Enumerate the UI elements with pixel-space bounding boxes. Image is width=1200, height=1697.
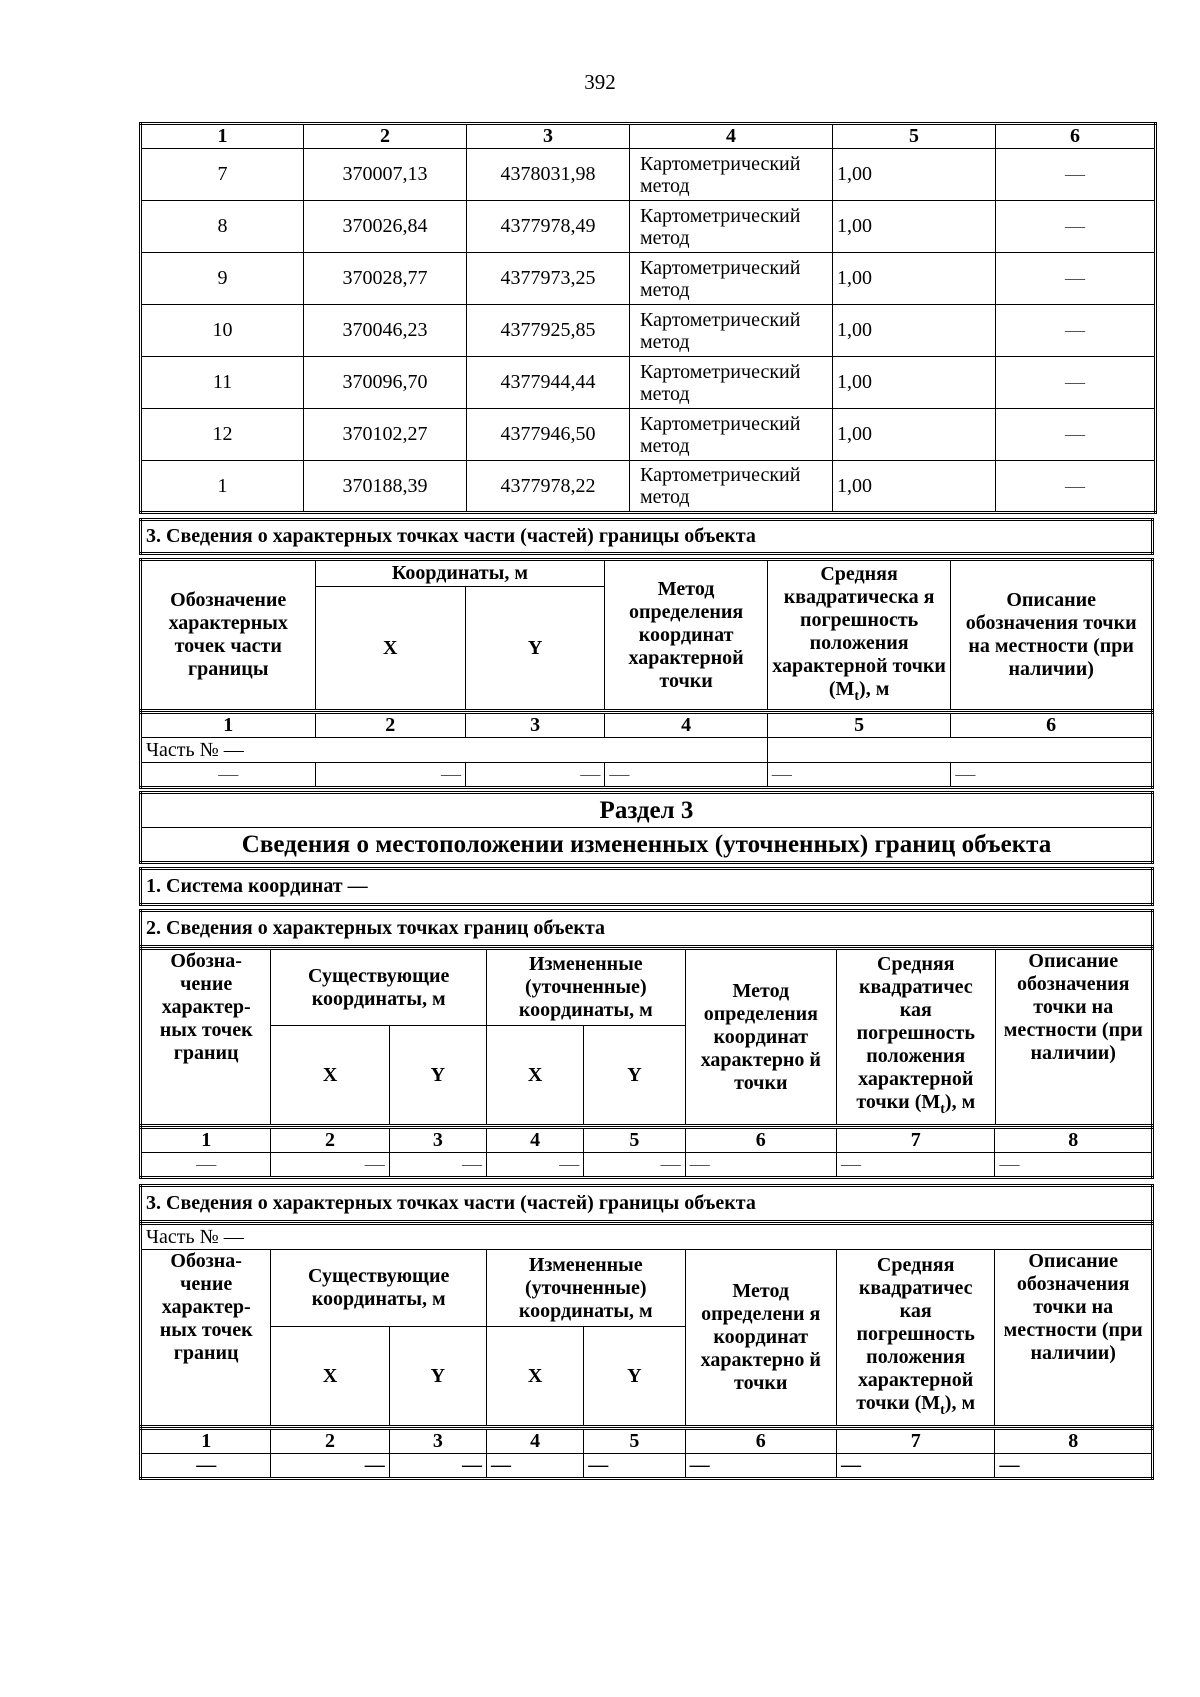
header-y: Y (389, 1327, 486, 1427)
table-row (141, 253, 1156, 305)
table-row (141, 201, 1156, 253)
col-num: 2 (271, 1429, 389, 1454)
section-subheading: Сведения о местоположении измененных (уточненных) границ объекта (141, 828, 1153, 863)
coord-system-table (139, 867, 1154, 906)
coord-x: 370046,23 (304, 305, 467, 357)
header-x: X (315, 587, 465, 711)
header-y: Y (584, 1026, 685, 1126)
empty-value: — (487, 1153, 584, 1178)
empty-value: — (465, 763, 604, 788)
method: Картометрический метод (630, 305, 833, 357)
point-number: 1 (141, 461, 304, 513)
empty-value: — (141, 1153, 271, 1178)
col-num: 3 (465, 713, 604, 738)
col-num: 4 (487, 1429, 584, 1454)
coord-y: 4377978,49 (467, 201, 630, 253)
column-number-row (141, 124, 1156, 149)
empty-value: — (685, 1153, 836, 1178)
col-num: 3 (467, 124, 630, 149)
col-num: 5 (833, 124, 996, 149)
changed-part-title-table (139, 1184, 1154, 1223)
empty-value: — (271, 1153, 389, 1178)
mean-error: 1,00 (833, 357, 996, 409)
changed-points-table (139, 947, 1154, 1127)
page-number: 392 (584, 70, 616, 94)
point-number: 9 (141, 253, 304, 305)
empty-value: — (141, 763, 316, 788)
table-row (141, 357, 1156, 409)
col-num: 3 (389, 1429, 486, 1454)
empty-value: — (487, 1454, 584, 1479)
method: Картометрический метод (630, 201, 833, 253)
method: Картометрический метод (630, 253, 833, 305)
header-description: Описание обозначения точки на местности (при наличии) (995, 1250, 1153, 1427)
coord-x: 370096,70 (304, 357, 467, 409)
table-row (141, 461, 1156, 513)
method: Картометрический метод (630, 461, 833, 513)
mean-error: 1,00 (833, 305, 996, 357)
col-num: 4 (630, 124, 833, 149)
description: — (996, 149, 1156, 201)
mean-error: 1,00 (833, 461, 996, 513)
header-changed: Измененные (уточненные) координаты, м (486, 1250, 685, 1327)
empty-value: — (995, 1454, 1153, 1479)
changed-part-body (139, 1427, 1154, 1480)
empty-value: — (141, 1454, 271, 1479)
point-number: 10 (141, 305, 304, 357)
method: Картометрический метод (630, 409, 833, 461)
part-label: Часть № — (141, 738, 768, 763)
method: Картометрический метод (630, 357, 833, 409)
part-points-body (139, 711, 1154, 789)
coord-x: 370028,77 (304, 253, 467, 305)
coord-x: 370102,27 (304, 409, 467, 461)
col-num: 2 (271, 1128, 389, 1153)
header-x: X (271, 1026, 389, 1126)
col-num: 7 (837, 1128, 995, 1153)
header-x: X (487, 1026, 584, 1126)
coord-x: 370026,84 (304, 201, 467, 253)
part-points-table (139, 558, 1154, 712)
section-title: 3. Сведения о характерных точках части (частей) границы объекта (141, 1186, 1153, 1222)
description: — (996, 305, 1156, 357)
col-num: 2 (315, 713, 465, 738)
header-y: Y (389, 1026, 486, 1126)
col-num: 6 (996, 124, 1156, 149)
col-num: 1 (141, 713, 316, 738)
header-existing: Существующие координаты, м (271, 949, 487, 1026)
coord-y: 4377944,44 (467, 357, 630, 409)
header-designation: Обозначение характерных точек части границы (141, 560, 316, 711)
col-num: 5 (584, 1429, 685, 1454)
section-title: 2. Сведения о характерных точках границ объекта (141, 911, 1153, 947)
description: — (996, 461, 1156, 513)
description: — (996, 253, 1156, 305)
empty-value: — (605, 763, 767, 788)
col-num: 8 (995, 1429, 1153, 1454)
empty-value: — (837, 1454, 995, 1479)
part-label: Часть № — (141, 1224, 1153, 1250)
header-y: Y (584, 1327, 685, 1427)
mean-error: 1,00 (833, 201, 996, 253)
coord-y: 4377973,25 (467, 253, 630, 305)
empty-value: — (685, 1454, 836, 1479)
col-num: 5 (767, 713, 951, 738)
part-points-title-table (139, 518, 1154, 555)
header-method: Метод определения координат характерной точки (605, 560, 767, 711)
empty-value: — (315, 763, 465, 788)
coord-y: 4377978,22 (467, 461, 630, 513)
empty-value: — (951, 763, 1153, 788)
col-num: 6 (951, 713, 1153, 738)
col-num: 5 (584, 1128, 685, 1153)
empty-value: — (837, 1153, 995, 1178)
point-number: 7 (141, 149, 304, 201)
header-x: X (486, 1327, 583, 1427)
empty-value: — (271, 1454, 389, 1479)
coord-y: 4377946,50 (467, 409, 630, 461)
col-num: 4 (605, 713, 767, 738)
empty-value: — (584, 1454, 685, 1479)
changed-points-title-table (139, 909, 1154, 948)
header-mean-error: Средняя квадратическа я погрешность положения характерной точки $(M_t)$, м (767, 560, 951, 711)
empty-value: — (584, 1153, 685, 1178)
empty-value: — (389, 1454, 486, 1479)
coord-y: 4377925,85 (467, 305, 630, 357)
point-number: 8 (141, 201, 304, 253)
header-description: Описание обозначения точки на местности (при наличии) (951, 560, 1153, 711)
section-heading-table (139, 791, 1154, 864)
col-num: 2 (304, 124, 467, 149)
header-mean-error: Средняя квадратичес кая погрешность положения характерной точки $(M_t)$, м (837, 949, 995, 1126)
header-coords: Координаты, м (315, 560, 605, 587)
changed-part-table (139, 1222, 1154, 1428)
table-row (141, 149, 1156, 201)
col-num: 1 (141, 1128, 271, 1153)
coord-system: 1. Система координат — (141, 869, 1153, 905)
document-body (139, 122, 1154, 1480)
header-x: X (271, 1327, 389, 1427)
section-title: 3. Сведения о характерных точках части (частей) границы объекта (141, 520, 1153, 554)
col-num: 6 (685, 1429, 836, 1454)
col-num: 1 (141, 124, 304, 149)
col-num: 8 (995, 1128, 1153, 1153)
mean-error: 1,00 (833, 409, 996, 461)
header-mean-error: Средняя квадратичес кая погрешность положения характерной точки $(M_t)$, м (836, 1250, 994, 1427)
header-y: Y (465, 587, 604, 711)
empty-value: — (767, 763, 951, 788)
header-description: Описание обозначения точки на местности (при наличии) (995, 949, 1153, 1126)
point-number: 12 (141, 409, 304, 461)
point-number: 11 (141, 357, 304, 409)
coord-x: 370188,39 (304, 461, 467, 513)
boundary-points-table (139, 122, 1157, 514)
col-num: 3 (389, 1128, 486, 1153)
coord-y: 4378031,98 (467, 149, 630, 201)
description: — (996, 409, 1156, 461)
col-num: 7 (837, 1429, 995, 1454)
empty-value: — (389, 1153, 486, 1178)
method: Картометрический метод (630, 149, 833, 201)
col-num: 1 (141, 1429, 271, 1454)
header-designation: Обозна-чение характер-ных точек границ (141, 1250, 271, 1427)
col-num: 6 (685, 1128, 836, 1153)
header-method: Метод определения координат характерно й точки (685, 949, 836, 1126)
coord-x: 370007,13 (304, 149, 467, 201)
table-row (141, 305, 1156, 357)
mean-error: 1,00 (833, 253, 996, 305)
description: — (996, 201, 1156, 253)
description: — (996, 357, 1156, 409)
empty-value: — (995, 1153, 1153, 1178)
header-method: Метод определени я координат характерно й точки (685, 1250, 836, 1427)
header-changed: Измененные (уточненные) координаты, м (487, 949, 686, 1026)
header-existing: Существующие координаты, м (271, 1250, 487, 1327)
section-heading: Раздел 3 (141, 793, 1153, 828)
col-num: 4 (487, 1128, 584, 1153)
mean-error: 1,00 (833, 149, 996, 201)
table-row (141, 409, 1156, 461)
changed-points-body (139, 1126, 1154, 1179)
header-designation: Обозна-чение характер-ных точек границ (141, 949, 271, 1126)
